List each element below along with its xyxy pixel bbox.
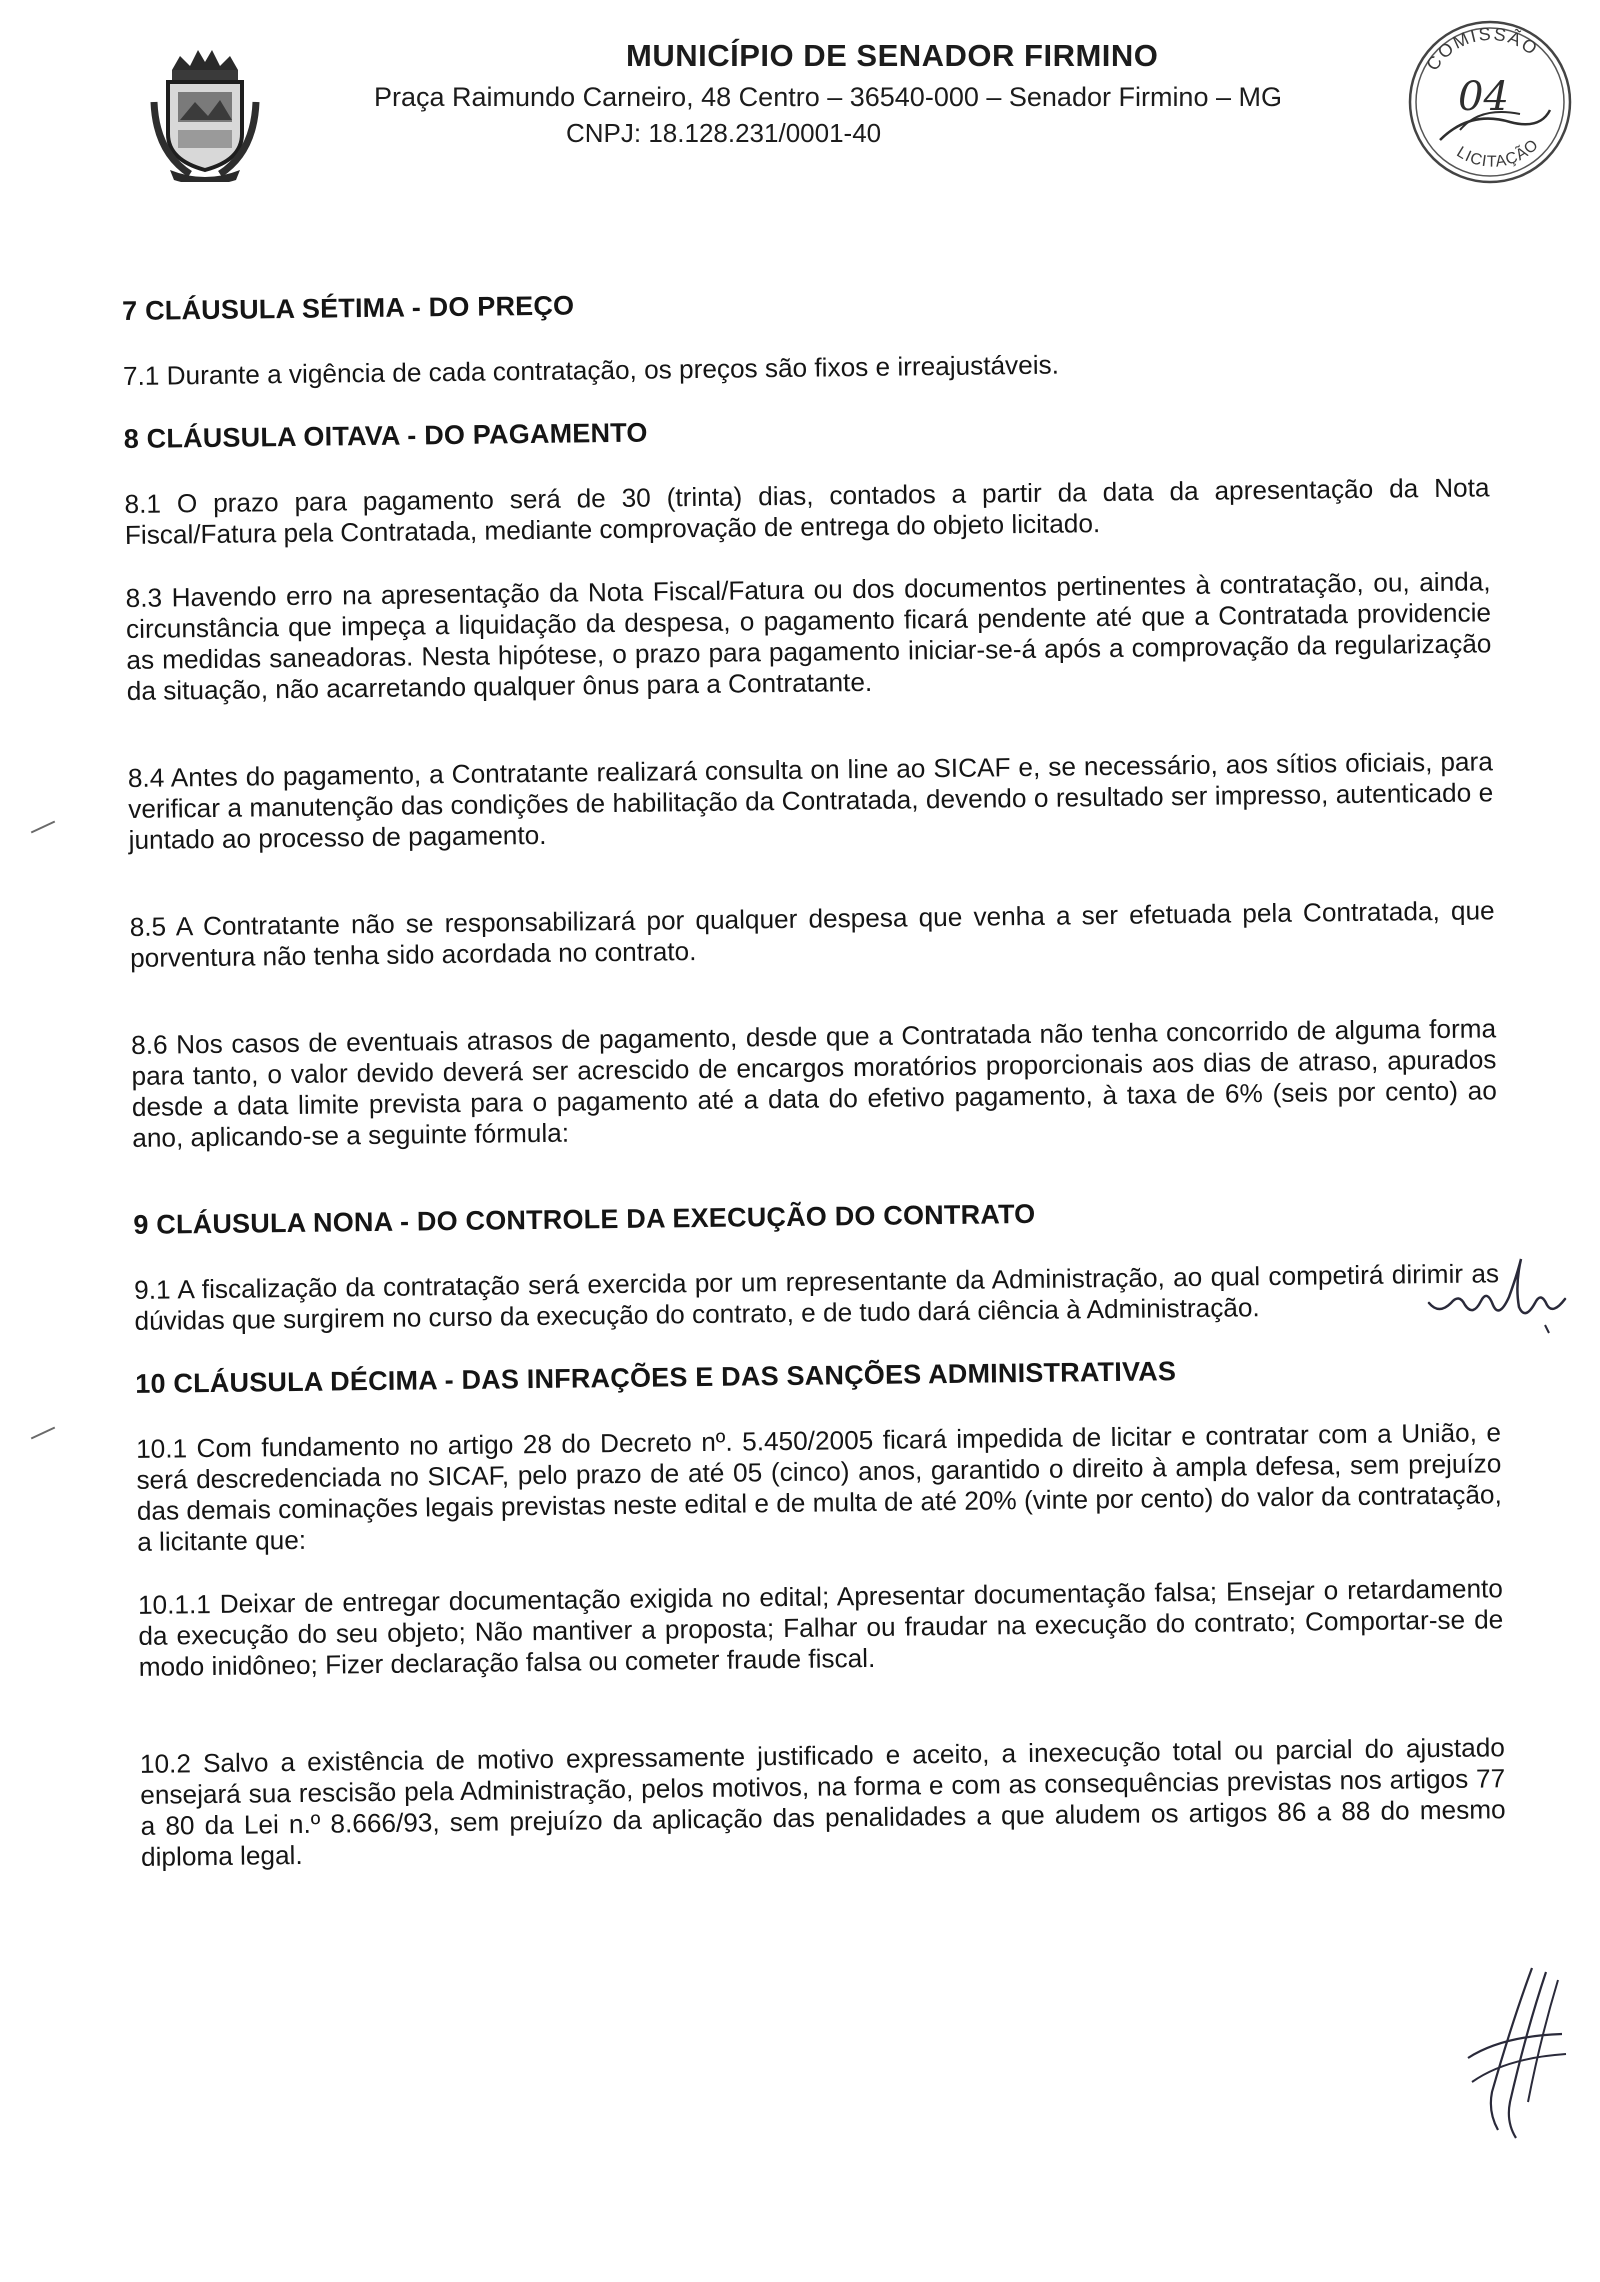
svg-text:COMISSÃO [1422, 24, 1542, 75]
commission-stamp [1400, 10, 1580, 195]
clause-paragraph: 8.1 O prazo para pagamento será de 30 (trinta) dias, contados a partir da data da apresentação da Nota Fiscal/Fatura pela Contratada, mediante comprovação de entrega do objeto licitado. [124, 472, 1490, 550]
handwritten-initials [1425, 1245, 1575, 1335]
clause-paragraph: 8.3 Havendo erro na apresentação da Nota Fiscal/Fatura ou dos documentos pertinentes à contratação, ou, ainda, circunstância que impeça a liquidação da despesa, o pagamento ficará pendente até que a Contratada providencie as medidas saneadoras. Nesta hipótese, o prazo para pagamento iniciar-se-á após a comprovação da regularização da situação, não acarretando qualquer ônus para a Contratante. [125, 566, 1492, 706]
section-clause-8 [124, 407, 1498, 1154]
scan-mark [31, 1427, 55, 1440]
clause-paragraph: 10.2 Salvo a existência de motivo expressamente justificado e aceito, a inexecução total ou parcial do ajustado ensejará sua rescisão pela Administração, pelos motivos, na forma e com as consequências previstas nos artigos 77 a 80 da Lei n.º 8.666/93, sem prejuízo da aplicação das penalidades a que aludem os artigos 86 a 88 do mesmo diploma legal. [139, 1732, 1506, 1872]
clause-heading: 9 CLÁUSULA NONA - DO CONTROLE DA EXECUÇÃO DO CONTRATO [133, 1198, 1036, 1240]
stamp-text-bottom: LICITAÇÃO [1453, 136, 1543, 171]
scan-mark [31, 821, 55, 834]
section-clause-7 [122, 279, 1488, 392]
section-clause-9 [133, 1193, 1499, 1337]
clause-paragraph: 7.1 Durante a vigência de cada contratação, os preços são fixos e irreajustáveis. [122, 349, 1060, 391]
stamp-handwritten-number: 04 [1458, 74, 1509, 120]
handwritten-signature [1462, 1962, 1572, 2142]
clause-heading: 8 CLÁUSULA OITAVA - DO PAGAMENTO [123, 417, 648, 454]
clause-heading: 7 CLÁUSULA SÉTIMA - DO PREÇO [122, 290, 575, 326]
clause-heading: 10 CLÁUSULA DÉCIMA - DAS INFRAÇÕES E DAS SANÇÕES ADMINISTRATIVAS [135, 1356, 1177, 1399]
clause-paragraph: 9.1 A fiscalização da contratação será exercida por um representante da Administração, ao qual competirá dirimir as dúvidas que surgirem no curso da execução do contrato, e de tudo dará ciência à Administração. [133, 1258, 1500, 1336]
stamp-text-top: COMISSÃO [1422, 23, 1543, 75]
municipality-address: Praça Raimundo Carneiro, 48 Centro – 36540-000 – Senador Firmino – MG [374, 82, 1282, 112]
municipality-cnpj: CNPJ: 18.128.231/0001-40 [566, 118, 882, 148]
clause-paragraph: 8.6 Nos casos de eventuais atrasos de pagamento, desde que a Contratada não tenha concorrido de alguma forma para tanto, o valor devido deverá ser acrescido de encargos moratórios proporcionais aos dias de atraso, apurados desde a data limite prevista para o pagamento até a data do efetivo pagamento, à taxa de 6% (seis por cento) ao ano, aplicando-se a seguinte fórmula: [130, 1013, 1497, 1153]
clause-paragraph: 10.1 Com fundamento no artigo 28 do Decreto nº. 5.450/2005 ficará impedida de licitar e contratar com a União, e será descredenciada no SICAF, pelo prazo de até 05 (cinco) anos, garantido o direito à ampla defesa, sem prejuízo das demais cominações legais previstas neste edital e de multa de até 20% (vinte por cento) do valor da contratação, a licitante que: [135, 1417, 1502, 1557]
municipal-coat-of-arms-icon [150, 42, 260, 182]
municipality-title: MUNICÍPIO DE SENADOR FIRMINO [626, 38, 1159, 73]
clause-paragraph: 10.1.1 Deixar de entregar documentação exigida no edital; Apresentar documentação falsa; Ensejar o retardamento da execução do seu objeto; Não mantiver a proposta; Falhar ou fraudar na execução do contrato; Comportar-se de modo inidôneo; Fizer declaração falsa ou cometer fraude fiscal. [137, 1573, 1504, 1682]
clause-paragraph: 8.5 A Contratante não se responsabilizará por qualquer despesa que venha a ser efetuada pela Contratada, que porventura não tenha sido acordada no contrato. [129, 895, 1495, 973]
clause-paragraph: 8.4 Antes do pagamento, a Contratante realizará consulta on line ao SICAF e, se necessário, aos sítios oficiais, para verificar a manutenção das condições de habilitação da Contratada, devendo o resultado ser impresso, autenticado e juntado ao processo de pagamento. [127, 746, 1494, 855]
section-clause-10 [135, 1352, 1506, 1873]
contract-clauses [122, 279, 1507, 1905]
